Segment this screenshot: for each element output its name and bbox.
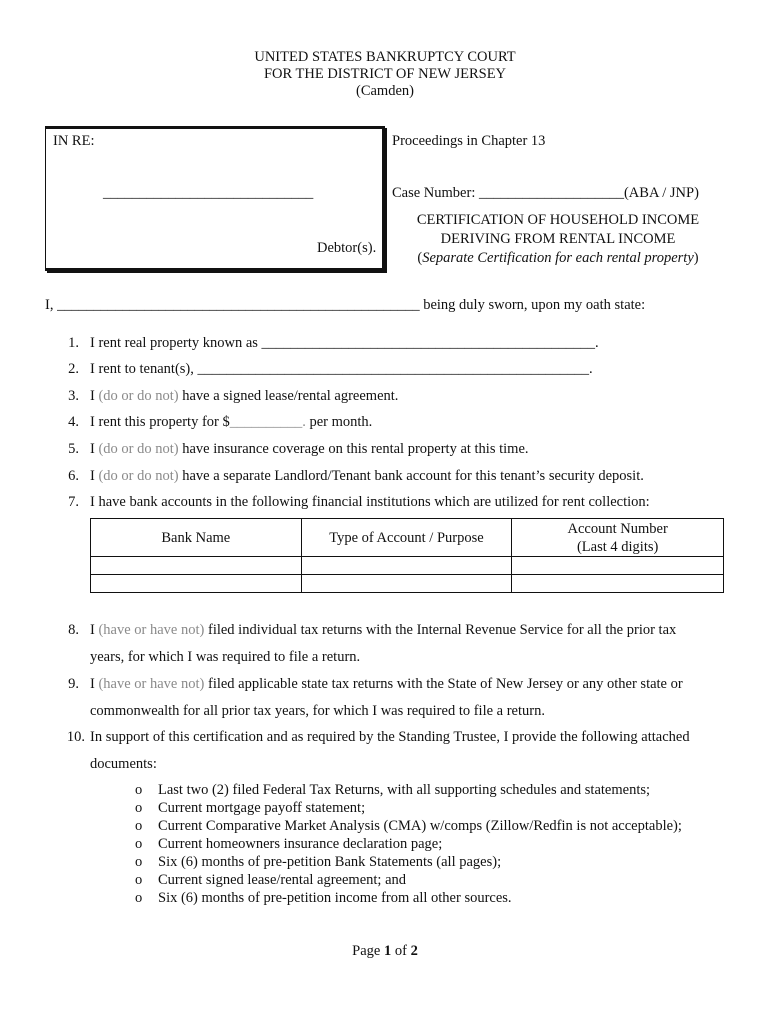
col-account-number-line1: Account Number — [567, 520, 668, 537]
item-3-text — [90, 388, 398, 405]
item-9-post: filed applicable state tax returns with the State of New Jersey or any other state or — [204, 676, 683, 692]
property-address-field[interactable]: I rent real property known as ______________________________________________. — [90, 335, 599, 351]
title-line-2: DERIVING FROM RENTAL INCOME — [440, 231, 676, 247]
debtor-label: Debtor(s). — [317, 240, 377, 256]
federal-tax-choice[interactable]: (have or have not) — [98, 622, 205, 638]
bank-name-cell[interactable] — [91, 557, 302, 575]
item-5-number: 5. — [68, 441, 79, 457]
court-header — [0, 49, 770, 100]
item-10-line2: documents: — [90, 756, 157, 772]
list-item — [135, 889, 682, 907]
list-item-text: Six (6) months of pre-petition income from all other sources. — [158, 890, 512, 906]
of-word: of — [391, 943, 411, 959]
account-type-cell[interactable] — [301, 557, 512, 575]
court-district: FOR THE DISTRICT OF NEW JERSEY — [263, 66, 507, 82]
title-line-1: CERTIFICATION OF HOUSEHOLD INCOME — [416, 212, 700, 228]
item-4-post: per month. — [305, 414, 373, 430]
court-name: UNITED STATES BANKRUPTCY COURT — [254, 49, 516, 65]
item-6-number: 6. — [68, 468, 79, 484]
affiant-name-field[interactable]: __________________________________________________ — [57, 297, 420, 313]
page-word: Page — [352, 943, 384, 959]
documents-list — [135, 781, 682, 907]
item-5-post: have insurance coverage on this rental property at this time. — [178, 441, 529, 457]
table-header-row — [91, 519, 724, 557]
list-item-text: Six (6) months of pre-petition Bank Statements (all pages); — [158, 854, 502, 870]
item-2-number: 2. — [68, 361, 79, 377]
item-10-text: In support of this certification and as required by the Standing Trustee, I provide the following attached — [90, 729, 690, 745]
page-footer — [0, 943, 770, 960]
item-9-number: 9. — [68, 676, 79, 692]
account-type-cell[interactable] — [301, 575, 512, 593]
oath-prefix: I, — [45, 297, 58, 313]
lease-choice[interactable]: (do or do not) — [98, 388, 179, 404]
debtor-name-field[interactable]: _____________________________ — [103, 185, 314, 201]
list-item-text: Current Comparative Market Analysis (CMA) w/comps (Zillow/Redfin is not acceptable); — [158, 818, 682, 834]
subtitle-paren-open: ( — [417, 250, 423, 266]
item-7-text: I have bank accounts in the following financial institutions which are utilized for rent collection: — [90, 494, 650, 510]
item-7-number: 7. — [68, 494, 79, 510]
item-10-number: 10. — [66, 729, 85, 745]
tenant-name-field[interactable]: I rent to tenant(s), ______________________________________________________. — [90, 361, 593, 377]
subtitle-paren-close: ) — [693, 250, 699, 266]
list-item-text: Current signed lease/rental agreement; and — [158, 872, 407, 888]
list-item-text: Current mortgage payoff statement; — [158, 800, 366, 816]
item-5-text — [90, 441, 529, 458]
list-item — [135, 835, 682, 853]
list-item — [135, 871, 682, 889]
bank-accounts-table — [90, 518, 724, 593]
deposit-account-choice[interactable]: (do or do not) — [98, 468, 179, 484]
list-item — [135, 781, 682, 799]
list-item-text: Current homeowners insurance declaration page; — [158, 836, 443, 852]
document-subtitle — [393, 249, 723, 268]
col-account-number-line2: (Last 4 digits) — [576, 538, 659, 555]
insurance-choice[interactable]: (do or do not) — [98, 441, 179, 457]
list-item — [135, 799, 682, 817]
item-9-pre: I — [90, 676, 99, 692]
item-5-pre: I — [90, 441, 99, 457]
bullet-icon: o — [135, 836, 143, 852]
oath-line — [45, 297, 645, 314]
bank-name-cell[interactable] — [91, 575, 302, 593]
list-item-text: Last two (2) filed Federal Tax Returns, with all supporting schedules and statements; — [158, 782, 651, 798]
col-account-number — [512, 519, 724, 557]
item-9-text — [90, 676, 683, 693]
page-total: 2 — [410, 943, 418, 959]
state-tax-choice[interactable]: (have or have not) — [98, 676, 205, 692]
proceedings-label: Proceedings in Chapter 13 — [392, 133, 546, 149]
item-4-text — [90, 414, 372, 431]
item-6-text — [90, 468, 644, 485]
bullet-icon: o — [135, 890, 143, 906]
item-8-number: 8. — [68, 622, 79, 638]
item-6-pre: I — [90, 468, 99, 484]
item-3-post: have a signed lease/rental agreement. — [178, 388, 399, 404]
item-1-number: 1. — [68, 335, 79, 351]
item-9-line2: commonwealth for all prior tax years, for which I was required to file a return. — [90, 703, 545, 719]
court-vicinage: (Camden) — [356, 83, 414, 99]
table-row — [91, 575, 724, 593]
bullet-icon: o — [135, 800, 143, 816]
item-4-pre: I rent this property for $ — [90, 414, 230, 430]
item-8-post: filed individual tax returns with the Internal Revenue Service for all the prior tax — [204, 622, 677, 638]
list-item — [135, 817, 682, 835]
bullet-icon: o — [135, 818, 143, 834]
table-row — [91, 557, 724, 575]
col-bank-name: Bank Name — [91, 519, 302, 557]
item-3-pre: I — [90, 388, 99, 404]
bullet-icon: o — [135, 872, 143, 888]
item-3-number: 3. — [68, 388, 79, 404]
list-item — [135, 853, 682, 871]
subtitle-text: Separate Certification for each rental property — [422, 250, 694, 266]
account-number-cell[interactable] — [512, 575, 724, 593]
item-8-line2: years, for which I was required to file a return. — [90, 649, 361, 665]
bullet-icon: o — [135, 854, 143, 870]
rent-amount-field[interactable]: __________. — [229, 414, 306, 430]
page-number: 1 — [383, 943, 392, 959]
item-8-text — [90, 622, 676, 639]
document-title — [393, 211, 723, 268]
case-number-field[interactable]: Case Number: ____________________(ABA / JNP) — [392, 185, 699, 201]
item-6-post: have a separate Landlord/Tenant bank account for this tenant’s security deposit. — [178, 468, 644, 484]
oath-suffix: being duly sworn, upon my oath state: — [419, 297, 646, 313]
item-8-pre: I — [90, 622, 99, 638]
col-account-type: Type of Account / Purpose — [301, 519, 512, 557]
bullet-icon: o — [135, 782, 143, 798]
item-4-number: 4. — [68, 414, 79, 430]
account-number-cell[interactable] — [512, 557, 724, 575]
in-re-label: IN RE: — [53, 133, 95, 149]
